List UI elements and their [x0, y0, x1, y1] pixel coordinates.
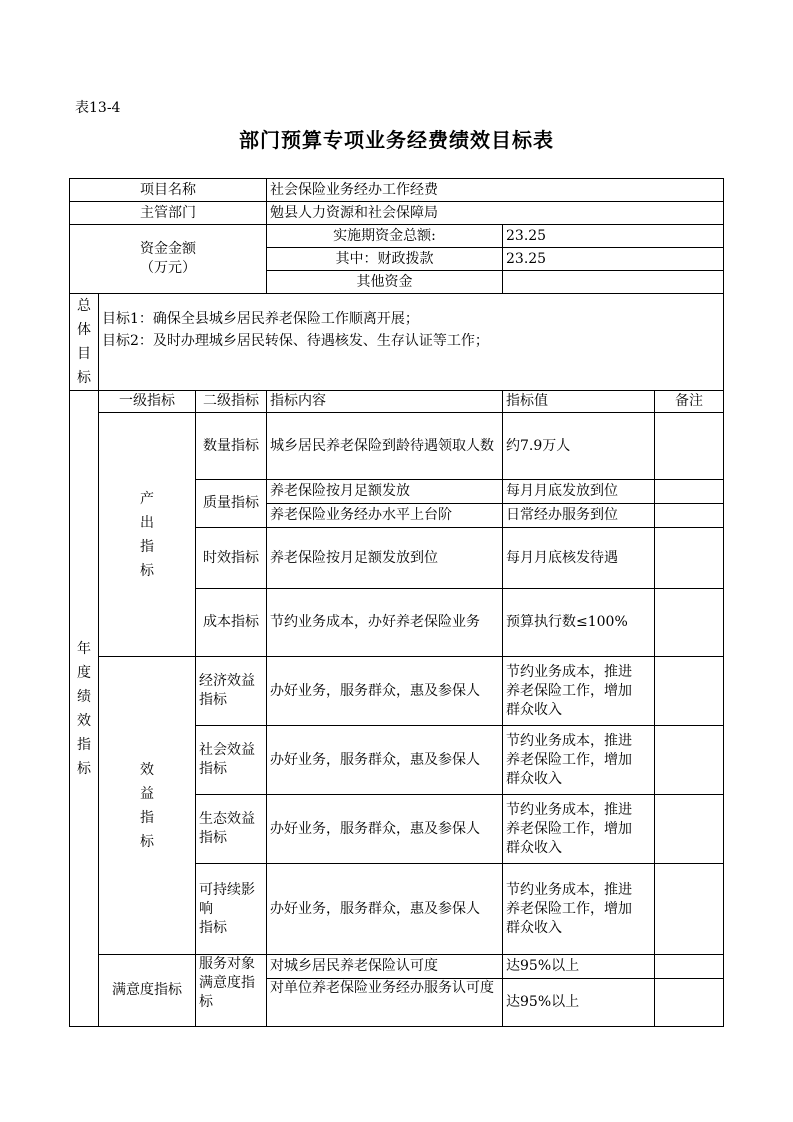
quantity-row	[70, 413, 724, 480]
social-content: 办好业务，服务群众，惠及参保人	[267, 726, 503, 795]
funds-fiscal-label: 其中：财政拨款	[267, 248, 503, 271]
quantity-content: 城乡居民养老保险到龄待遇领取人数	[267, 413, 503, 480]
sustainable-content: 办好业务，服务群众，惠及参保人	[267, 864, 503, 955]
quality-value-1: 每月月底发放到位	[503, 480, 655, 504]
economic-value: 节约业务成本，推进 养老保险工作，增加 群众收入	[503, 657, 655, 726]
funds-other-value	[503, 271, 724, 294]
funds-label-cell	[70, 225, 267, 294]
project-name-label: 项目名称	[70, 179, 267, 202]
social-indicator-name: 社会效益 指标	[196, 726, 267, 795]
quantity-indicator-name: 数量指标	[196, 413, 267, 480]
timeliness-content: 养老保险按月足额发放到位	[267, 528, 503, 589]
cost-indicator-name: 成本指标	[196, 589, 267, 657]
ecological-indicator-name: 生态效益 指标	[196, 795, 267, 864]
department-label: 主管部门	[70, 202, 267, 225]
satisfaction-row-1	[70, 955, 724, 979]
overall-goal-text	[99, 294, 724, 391]
funds-total-label: 实施期资金总额:	[267, 225, 503, 248]
sustainable-note	[655, 864, 724, 955]
satisfaction-content-1: 对城乡居民养老保险认可度	[267, 955, 503, 979]
economic-indicator-name: 经济效益 指标	[196, 657, 267, 726]
satisfaction-indicator-name: 服务对象 满意度指 标	[196, 955, 267, 1027]
funds-other-label: 其他资金	[267, 271, 503, 294]
ecological-note	[655, 795, 724, 864]
benefit-indicator-label: 效 益 指 标	[99, 657, 196, 955]
quality-content-2: 养老保险业务经办水平上台阶	[267, 504, 503, 528]
social-note	[655, 726, 724, 795]
performance-goal-table	[69, 178, 724, 1027]
satisfaction-value-1: 达95%以上	[503, 955, 655, 979]
quality-indicator-name: 质量指标	[196, 480, 267, 528]
goal-1: 目标1：确保全县城乡居民养老保险工作顺离开展；	[102, 311, 419, 327]
funds-label: 资金金额	[140, 241, 196, 257]
funds-unit: （万元）	[140, 260, 196, 276]
sustainable-indicator-name: 可持续影 响 指标	[196, 864, 267, 955]
satisfaction-value-2: 达95%以上	[503, 979, 655, 1027]
funds-total-row	[70, 225, 724, 248]
quality-note-2	[655, 504, 724, 528]
header-value: 指标值	[503, 391, 655, 413]
header-note: 备注	[655, 391, 724, 413]
timeliness-indicator-name: 时效指标	[196, 528, 267, 589]
satisfaction-note-2	[655, 979, 724, 1027]
funds-total-value: 23.25	[503, 225, 724, 248]
overall-goal-row	[70, 294, 724, 391]
project-name-value: 社会保险业务经办工作经费	[267, 179, 724, 202]
annual-header-row	[70, 391, 724, 413]
timeliness-value: 每月月底核发待遇	[503, 528, 655, 589]
satisfaction-content-2: 对单位养老保险业务经办服务认可度	[267, 979, 503, 1027]
ecological-content: 办好业务，服务群众，惠及参保人	[267, 795, 503, 864]
funds-fiscal-value: 23.25	[503, 248, 724, 271]
economic-row	[70, 657, 724, 726]
quantity-note	[655, 413, 724, 480]
social-value: 节约业务成本，推进 养老保险工作，增加 群众收入	[503, 726, 655, 795]
economic-note	[655, 657, 724, 726]
cost-value: 预算执行数≤100%	[503, 589, 655, 657]
department-row	[70, 202, 724, 225]
page-title: 部门预算专项业务经费绩效目标表	[239, 128, 554, 152]
header-level2: 二级指标	[196, 391, 267, 413]
sustainable-value: 节约业务成本，推进 养老保险工作，增加 群众收入	[503, 864, 655, 955]
header-level1: 一级指标	[99, 391, 196, 413]
overall-goal-label: 总 体 目 标	[70, 294, 99, 391]
quantity-value: 约7.9万人	[503, 413, 655, 480]
satisfaction-note-1	[655, 955, 724, 979]
output-indicator-label: 产 出 指 标	[99, 413, 196, 657]
economic-content: 办好业务，服务群众，惠及参保人	[267, 657, 503, 726]
quality-value-2: 日常经办服务到位	[503, 504, 655, 528]
satisfaction-level1: 满意度指标	[99, 955, 196, 1027]
table-number: 表13-4	[75, 100, 121, 116]
cost-content: 节约业务成本，办好养老保险业务	[267, 589, 503, 657]
ecological-value: 节约业务成本，推进 养老保险工作，增加 群众收入	[503, 795, 655, 864]
annual-indicator-label: 年 度 绩 效 指 标	[70, 391, 99, 1027]
header-content: 指标内容	[267, 391, 503, 413]
quality-note-1	[655, 480, 724, 504]
goal-2: 目标2：及时办理城乡居民转保、待遇核发、生存认证等工作；	[102, 333, 489, 349]
timeliness-note	[655, 528, 724, 589]
department-value: 勉县人力资源和社会保障局	[267, 202, 724, 225]
quality-content-1: 养老保险按月足额发放	[267, 480, 503, 504]
cost-note	[655, 589, 724, 657]
project-name-row	[70, 179, 724, 202]
